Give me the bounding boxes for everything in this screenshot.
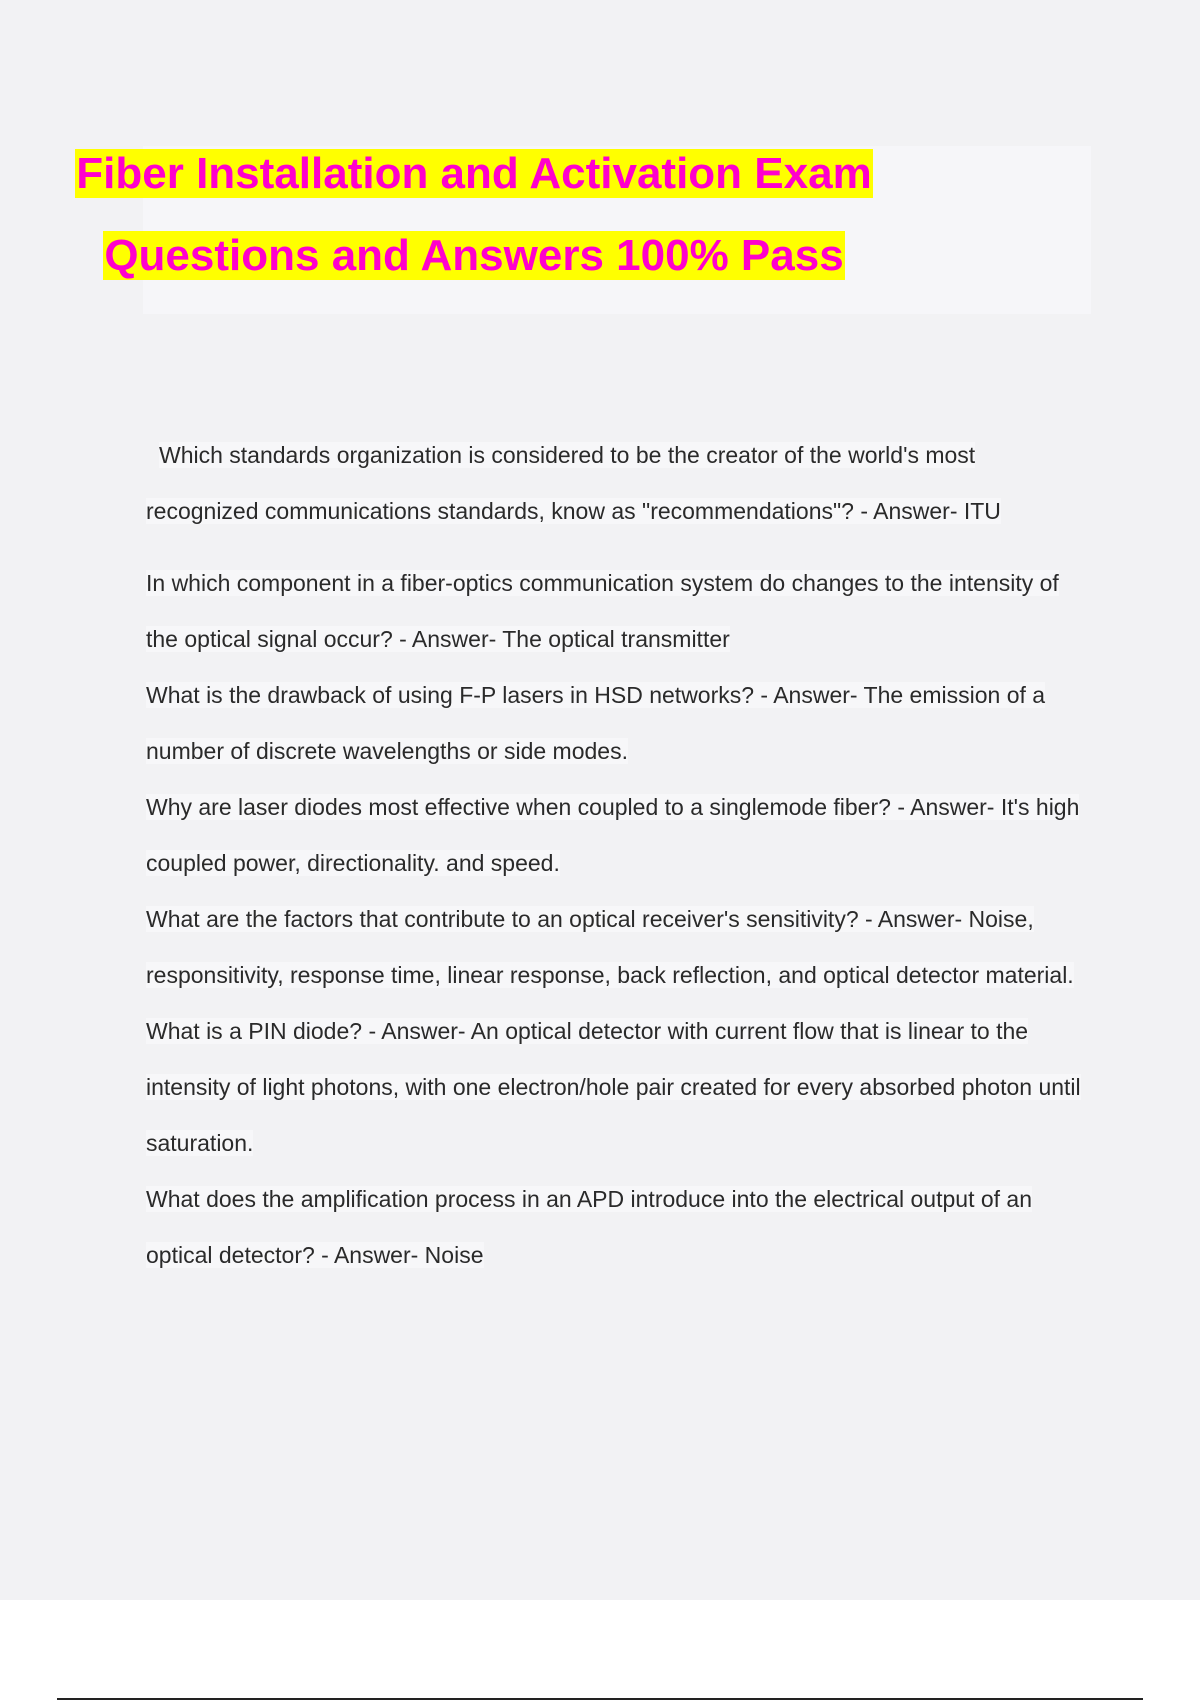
qa-item: Why are laser diodes most effective when coupled to a singlemode fiber? - Answer- It's high coupled power, directionality. and speed. [146,794,1080,876]
title-text-1: Fiber Installation and Activation Exam [76,149,872,198]
qa-item: What are the factors that contribute to an optical receiver's sensitivity? - Answer- Noise, responsitivity, response time, linear response, back reflection, and optical detector material. [146,906,1074,988]
title-line-1 [0,147,948,201]
qa-item: In which component in a fiber-optics communication system do changes to the intensity of the optical signal occur? - Answer- The optical transmitter [146,570,1059,652]
qa-item: What is a PIN diode? - Answer- An optical detector with current flow that is linear to the intensity of light photons, with one electron/hole pair created for every absorbed photon until saturation. [146,1018,1081,1156]
title-text-2: Questions and Answers 100% Pass [104,231,844,280]
qa-list [146,427,1086,1283]
qa-item: What does the amplification process in an APD introduce into the electrical output of an optical detector? - Answer- Noise [146,1186,1033,1268]
qa-item: Which standards organization is considered to be the creator of the world's most recognized communications standards, know as "recommendations"? - Answer- ITU [146,442,1001,524]
qa-item: What is the drawback of using F-P lasers in HSD networks? - Answer- The emission of a number of discrete wavelengths or side modes. [146,682,1046,764]
title-line-2 [0,229,948,283]
